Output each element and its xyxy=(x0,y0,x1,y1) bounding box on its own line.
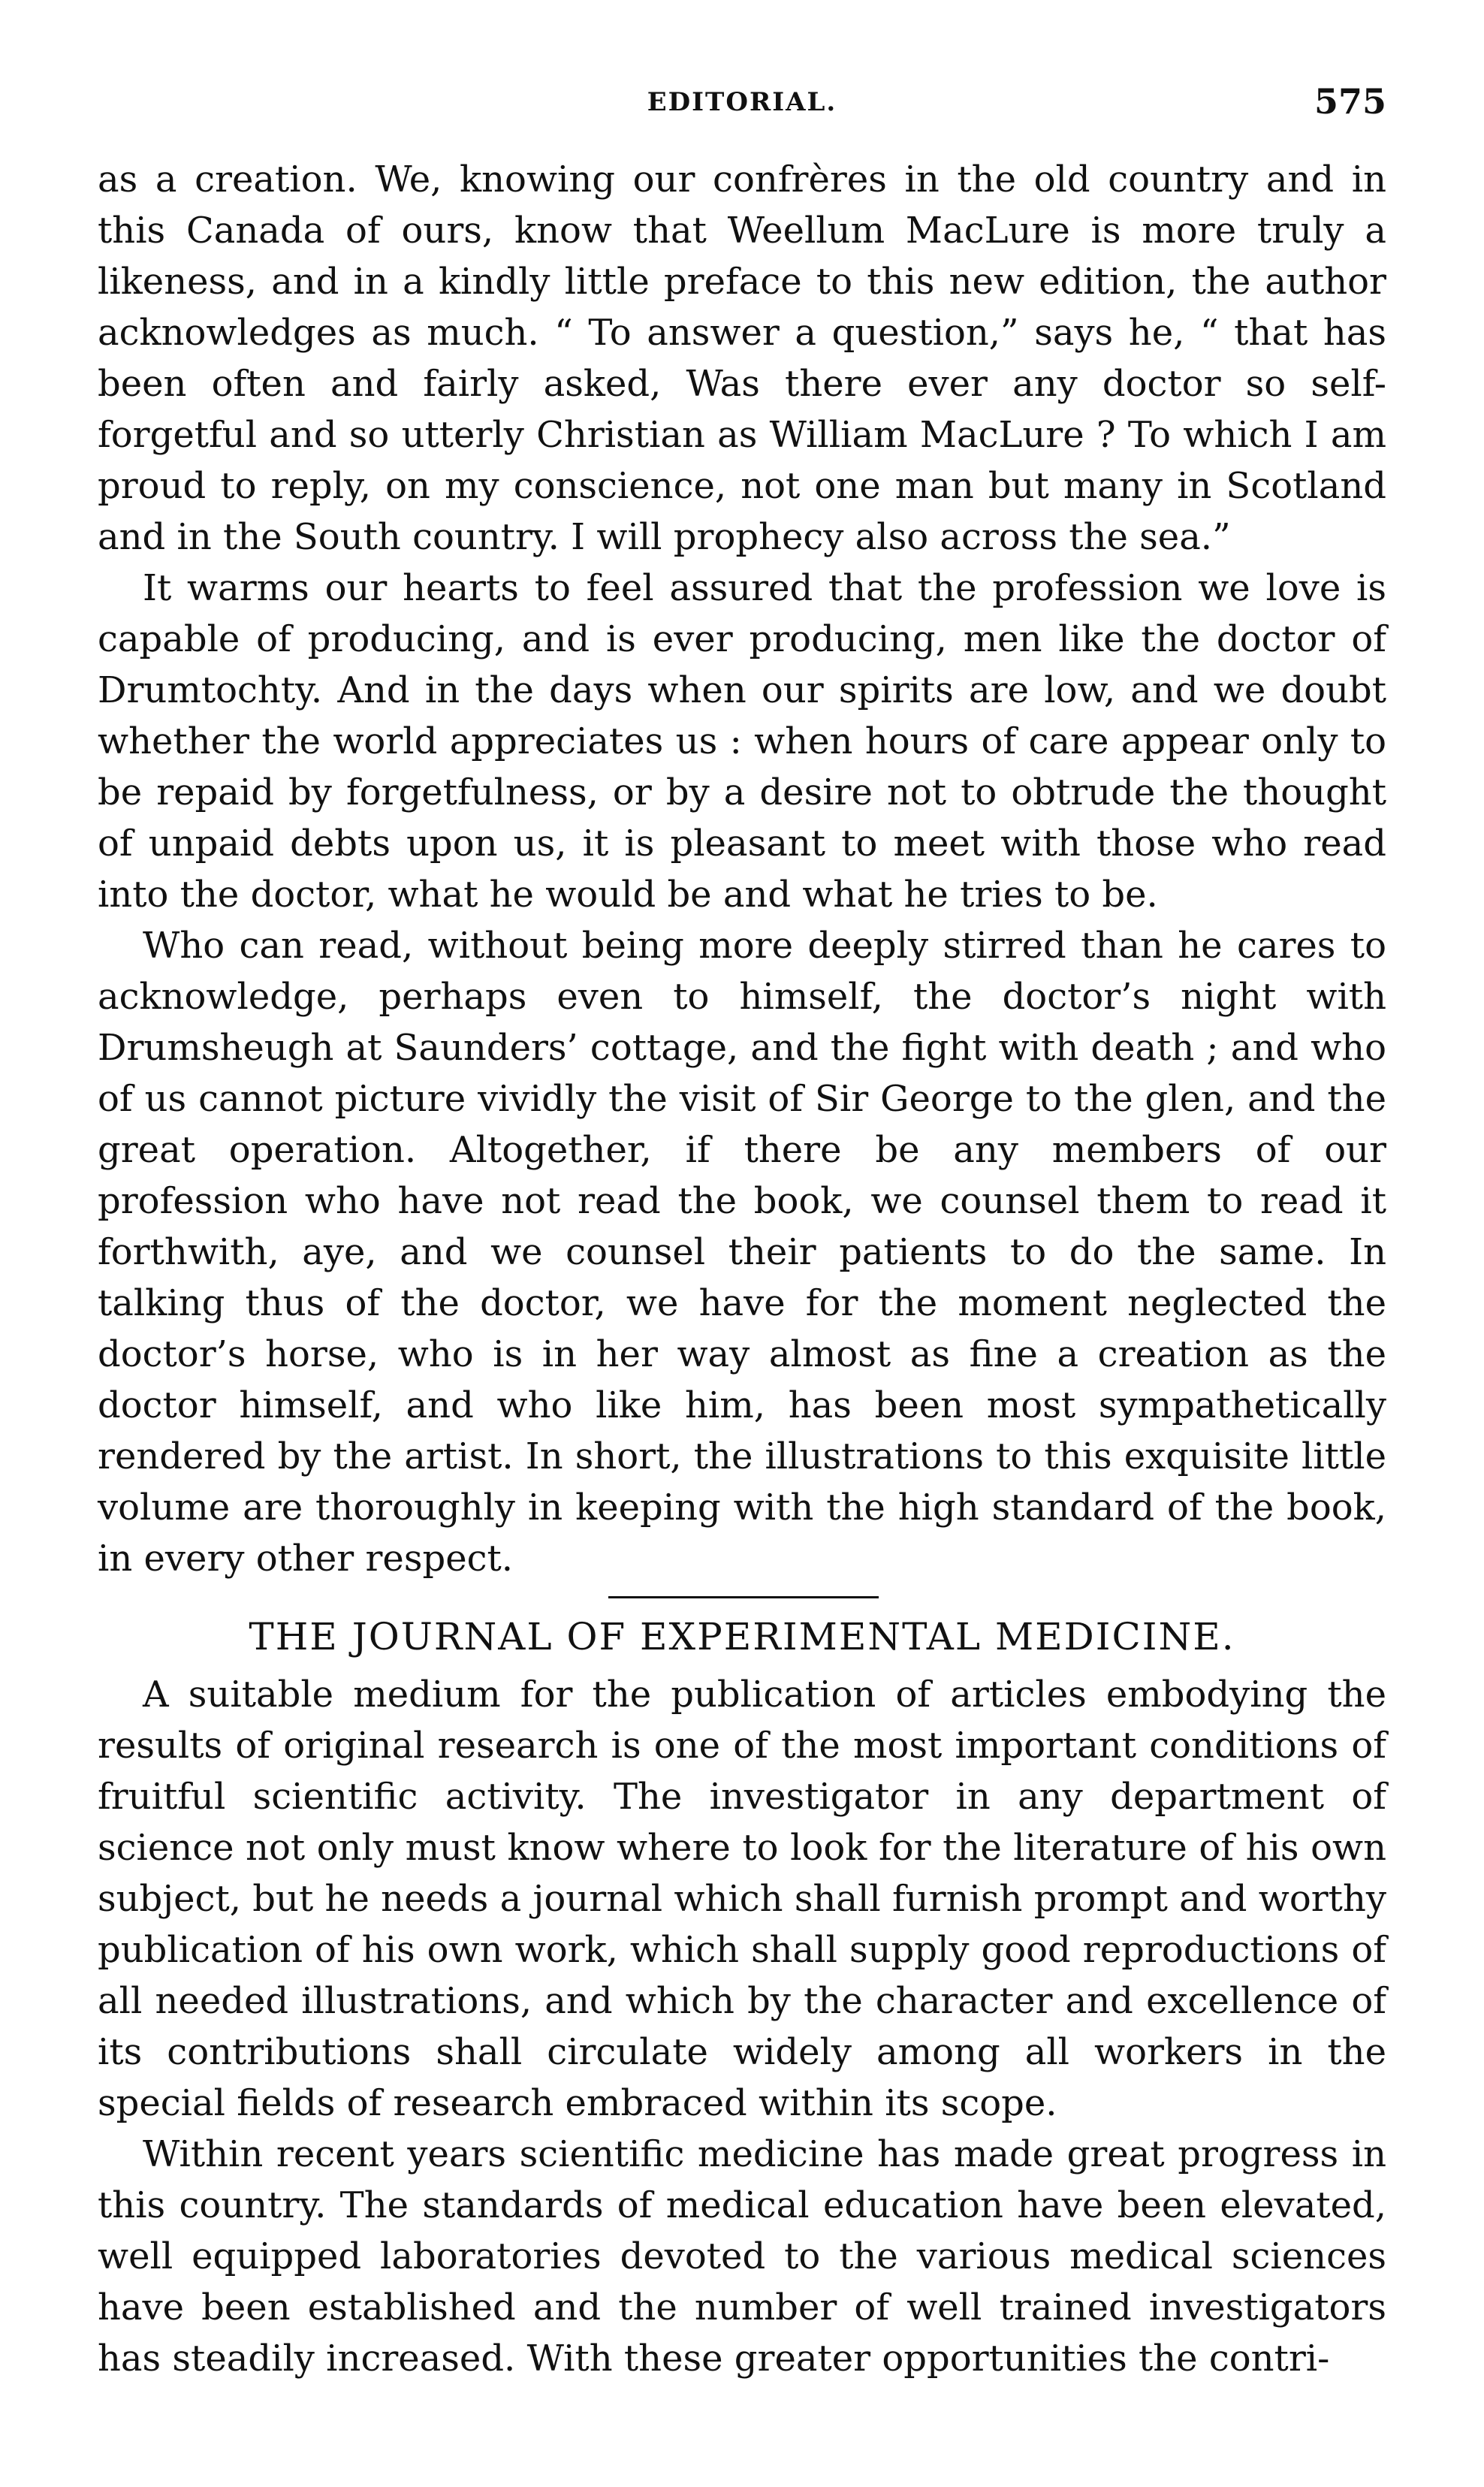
editorial-paragraph-3: Who can read, without being more deeply stirred than he cares to acknowledge, perhaps even to himself, the doctor’s night with Drumsheugh at Saunders’ cottage, and the fight with death ; and who of us cannot picture vividly the visit of Sir George to the glen, and the great operation. Altogether, if there be any members of our profession who have not read the book, we counsel them to read it forthwith, aye, and we counsel their patients to do the same. In talking thus of the doctor, we have for the moment neglected the doctor’s horse, who is in her way almost as fine a creation as the doctor himself, and who like him, has been most sympathetically rendered by the artist. In short, the illustrations to this exquisite little volume are thoroughly in keeping with the high standard of the book, in every other respect. xyxy=(98,925,1386,1580)
section-title: THE JOURNAL OF EXPERIMENTAL MEDICINE. xyxy=(249,1615,1235,1659)
page-header xyxy=(98,81,1386,126)
section-paragraph-2: Within recent years scientific medicine has made great progress in this country. The standards of medical education have been elevated, well equipped laboratories devoted to the various medical sciences have been established and the number of well trained investigators has steadily increased. With these greater opportunities the contri- xyxy=(98,2133,1386,2380)
editorial-paragraph-2: It warms our hearts to feel assured that the profession we love is capable of producing, and is ever producing, men like the doctor of Drumtochty. And in the days when our spirits are low, and we doubt whether the world appreciates us : when hours of care appear only to be repaid by forgetfulness, or by a desire not to obtrude the thought of unpaid debts upon us, it is pleasant to meet with those who read into the doctor, what he would be and what he tries to be. xyxy=(98,567,1386,916)
section-body xyxy=(98,1669,1386,2384)
page-number: 575 xyxy=(1314,81,1386,122)
editorial-paragraph-1: as a creation. We, knowing our confrères in the old country and in this Canada of ours, know that Weellum MacLure is more truly a likeness, and in a kindly little preface to this new edition, the author acknowledges as much. “ To answer a question,” says he, “ that has been often and fairly asked, Was there ever any doctor so self-forgetful and so utterly Christian as William MacLure ? To which I am proud to reply, on my conscience, not one man but many in Scotland and in the South country. I will prophecy also across the sea.” xyxy=(98,158,1386,558)
running-head: EDITORIAL. xyxy=(647,87,837,117)
section-paragraph-1: A suitable medium for the publication of articles embodying the results of original research is one of the most important conditions of fruitful scientific activity. The investigator in any department of science not only must know where to look for the literature of his own subject, but he needs a journal which shall furnish prompt and worthy publication of his own work, which shall supply good reproductions of all needed illustrations, and which by the character and excellence of its contributions shall circulate widely among all workers in the special fields of research embraced within its scope. xyxy=(98,1674,1386,2124)
editorial-body xyxy=(98,154,1386,1584)
section-divider xyxy=(608,1596,879,1598)
